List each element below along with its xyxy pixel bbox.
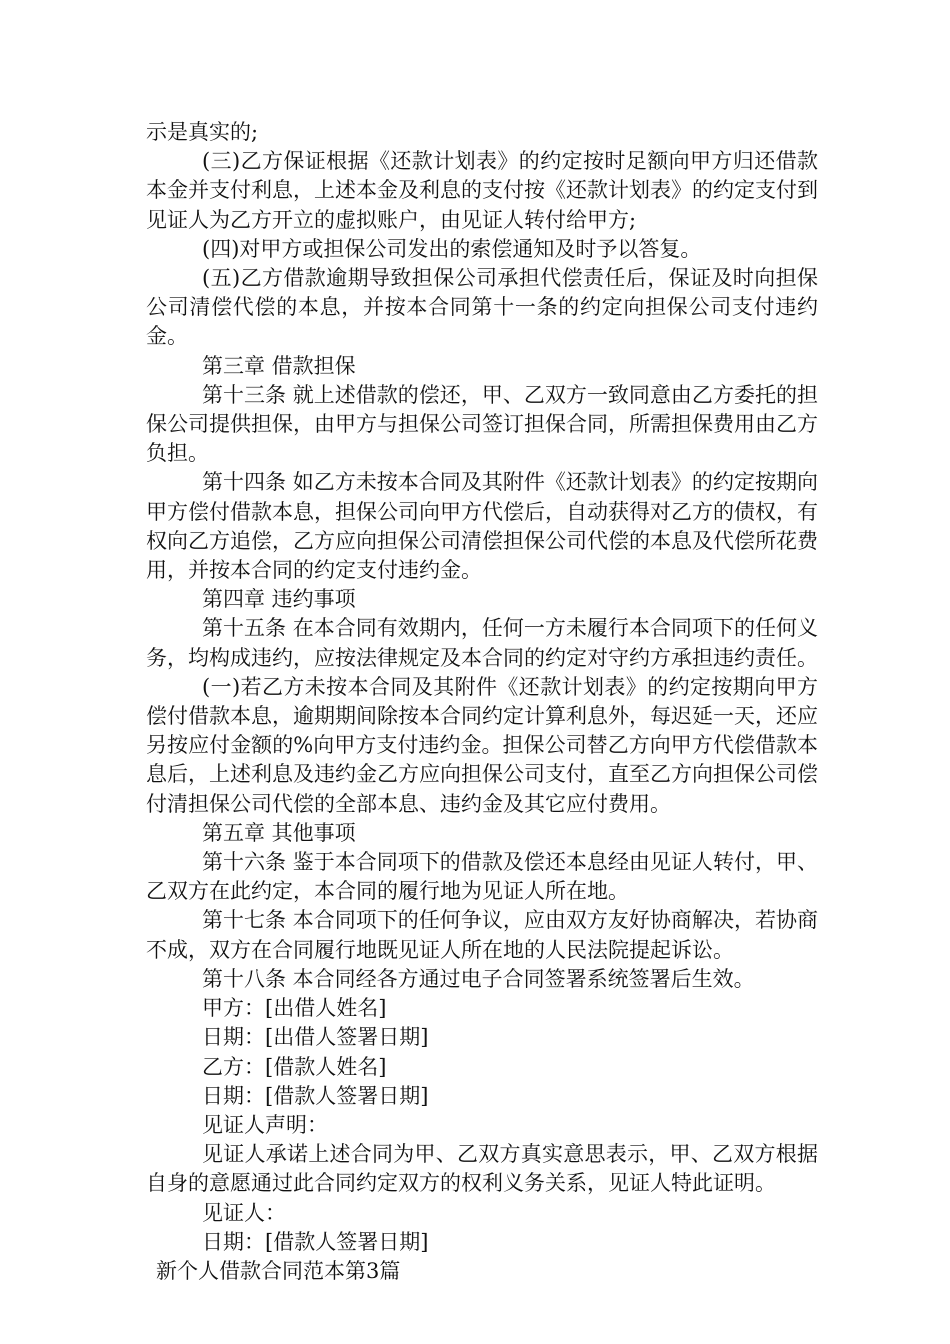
article-15: 第十五条 在本合同有效期内，任何一方未履行本合同项下的任何义务，均构成违约，应按法律规定及本合同的约定对守约方承担违约责任。: [146, 616, 818, 670]
article-14: 第十四条 如乙方未按本合同及其附件《还款计划表》的约定按期向甲方偿付借款本息，担保公司向甲方代偿后，自动获得对乙方的债权，有权向乙方追偿，乙方应向担保公司清偿担保公司代偿的本息及代偿所花费用，并按本合同的约定支付违约金。: [146, 470, 818, 583]
paragraph-continuation: 示是真实的;: [146, 120, 259, 144]
party-a-line: 甲方：[出借人姓名]: [202, 996, 387, 1021]
witness-statement: 见证人承诺上述合同为甲、乙双方真实意思表示，甲、乙双方根据自身的意愿通过此合同约定双方的权利义务关系，见证人特此证明。: [146, 1142, 818, 1196]
party-b-line: 乙方：[借款人姓名]: [202, 1054, 387, 1079]
chapter-heading-5: 第五章 其他事项: [202, 820, 356, 845]
witness-statement-heading: 见证人声明：: [202, 1112, 328, 1137]
witness-date-line: 日期：[借款人签署日期]: [202, 1229, 429, 1254]
article-15-clause-1: (一)若乙方未按本合同及其附件《还款计划表》的约定按期向甲方偿付借款本息，逾期期间除按本合同约定计算利息外，每迟延一天，还应另按应付金额的%向甲方支付违约金。担保公司替乙方向甲方代偿借款本息后，上述利息及违约金乙方应向担保公司支付，直至乙方向担保公司偿付清担保公司代偿的全部本息、违约金及其它应付费用。: [146, 674, 818, 816]
party-a-date-line: 日期：[出借人签署日期]: [202, 1025, 429, 1050]
chapter-heading-3: 第三章 借款担保: [202, 353, 356, 378]
witness-line: 见证人：: [202, 1200, 286, 1225]
chapter-heading-4: 第四章 违约事项: [202, 587, 356, 612]
article-16: 第十六条 鉴于本合同项下的借款及偿还本息经由见证人转付，甲、乙双方在此约定，本合同的履行地为见证人所在地。: [146, 850, 818, 904]
article-18: 第十八条 本合同经各方通过电子合同签署系统签署后生效。: [202, 966, 755, 991]
party-b-date-line: 日期：[借款人签署日期]: [202, 1083, 429, 1108]
article-17: 第十七条 本合同项下的任何争议，应由双方友好协商解决，若协商不成，双方在合同履行地既见证人所在地的人民法院提起诉讼。: [146, 908, 818, 962]
paragraph-clause-3: (三)乙方保证根据《还款计划表》的约定按时足额向甲方归还借款本金并支付利息，上述本金及利息的支付按《还款计划表》的约定支付到见证人为乙方开立的虚拟账户，由见证人转付给甲方;: [146, 149, 818, 232]
paragraph-clause-4: (四)对甲方或担保公司发出的索偿通知及时予以答复。: [202, 236, 702, 261]
paragraph-clause-5: (五)乙方借款逾期导致担保公司承担代偿责任后，保证及时向担保公司清偿代偿的本息，并按本合同第十一条的约定向担保公司支付违约金。: [146, 266, 818, 349]
document-body: [146, 118, 818, 1286]
next-section-title: 新个人借款合同范本第3篇: [156, 1258, 401, 1283]
article-13: 第十三条 就上述借款的偿还，甲、乙双方一致同意由乙方委托的担保公司提供担保，由甲方与担保公司签订担保合同，所需担保费用由乙方负担。: [146, 382, 818, 466]
